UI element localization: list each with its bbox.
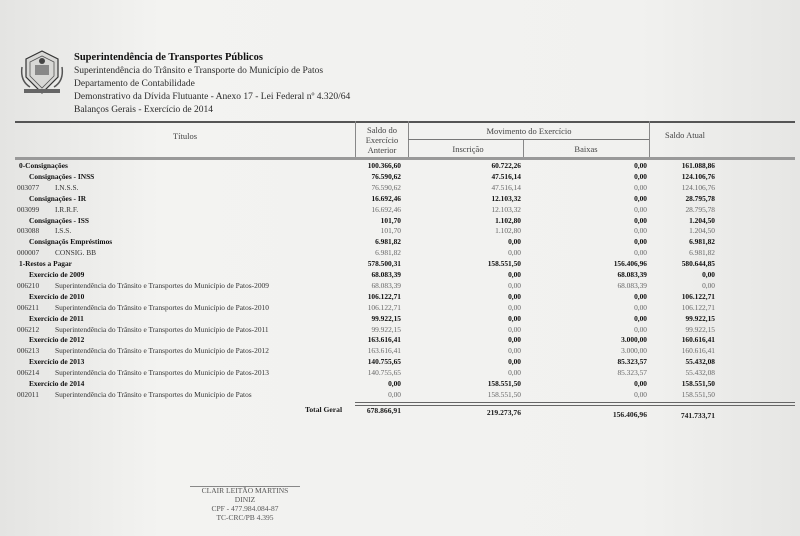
row-saldo-atual: 0,00 (702, 280, 715, 290)
row-title: Consignações - INSS (29, 171, 95, 181)
total-label: Total Geral (305, 405, 343, 414)
row-saldo-atual: 106.122,71 (681, 302, 715, 312)
col-saldo-atual: Saldo Atual (665, 130, 705, 140)
row-saldo-anterior: 6.981,82 (375, 248, 401, 258)
header-bottom-rule (15, 157, 795, 160)
org-title: Superintendência de Transportes Públicos (74, 52, 263, 63)
row-inscricao: 0,00 (508, 313, 521, 323)
row-inscricao: 0,00 (508, 368, 521, 378)
row-baixas: 0,00 (634, 204, 647, 214)
row-inscricao: 60.722,26 (491, 161, 521, 170)
row-inscricao: 47.516,14 (491, 171, 521, 181)
row-code: 006211 (17, 302, 39, 312)
row-baixas: 3.000,00 (621, 335, 647, 345)
row-title: I.S.S. (55, 226, 72, 236)
row-saldo-atual: 55.432,08 (685, 357, 715, 367)
row-inscricao: 0,00 (508, 357, 521, 367)
row-title: Exercício de 2013 (29, 357, 85, 367)
row-code: 003088 (17, 226, 40, 236)
row-inscricao: 12.103,32 (491, 204, 521, 214)
col-saldo-anterior: Saldo do Exercício Anterior (365, 125, 399, 155)
row-title: Superintendência do Trânsito e Transportes do Município de Patos-2012 (55, 346, 269, 356)
row-saldo-atual: 6.981,82 (689, 248, 715, 258)
row-saldo-atual: 28.795,78 (685, 193, 715, 203)
signer-crc: TC-CRC/PB 4.395 (216, 513, 274, 522)
row-saldo-atual: 1.204,50 (689, 215, 715, 225)
row-saldo-atual: 160.616,41 (681, 346, 715, 356)
row-saldo-anterior: 140.755,65 (367, 357, 401, 367)
row-baixas: 0,00 (634, 302, 647, 312)
col-baixas: Baixas (574, 144, 598, 154)
row-baixas: 0,00 (634, 313, 647, 323)
row-inscricao: 0,00 (508, 324, 521, 334)
table-top-rule (15, 121, 795, 123)
row-title: Superintendência do Trânsito e Transportes do Município de Patos-2011 (55, 324, 269, 334)
row-baixas: 0,00 (634, 248, 647, 258)
row-saldo-atual: 99.922,15 (685, 313, 715, 323)
col-titulos: Títulos (172, 131, 198, 141)
row-inscricao: 0,00 (508, 270, 521, 279)
row-title: 0-Consignações (19, 161, 68, 170)
row-saldo-anterior: 163.616,41 (367, 346, 401, 356)
row-saldo-atual: 1.204,50 (689, 226, 715, 236)
row-saldo-atual: 99.922,15 (685, 324, 715, 334)
movement-rule (408, 139, 649, 140)
row-inscricao: 0,00 (508, 237, 521, 247)
row-baixas: 0,00 (634, 171, 647, 181)
total-anterior: 678.866,91 (366, 406, 401, 415)
row-baixas: 0,00 (634, 379, 647, 388)
row-title: Superintendência do Trânsito e Transportes do Município de Patos-2013 (55, 368, 269, 378)
row-saldo-atual: 55.432,08 (685, 368, 715, 378)
row-saldo-atual: 106.122,71 (681, 291, 715, 301)
row-saldo-anterior: 68.083,39 (371, 270, 401, 279)
row-title: Exercício de 2014 (29, 379, 85, 388)
row-baixas: 0,00 (634, 193, 647, 203)
row-saldo-atual: 158.551,50 (681, 389, 715, 399)
row-baixas: 0,00 (634, 215, 647, 225)
row-saldo-anterior: 100.366,60 (367, 161, 401, 170)
row-baixas: 0,00 (634, 291, 647, 301)
row-saldo-anterior: 99.922,15 (371, 324, 401, 334)
row-saldo-anterior: 68.083,39 (371, 280, 401, 290)
debt-table (15, 121, 795, 420)
row-title: Exercício de 2009 (29, 270, 85, 279)
signer-cpf: CPF - 477.984.084-87 (211, 504, 279, 513)
row-baixas: 0,00 (634, 161, 647, 170)
row-title: 1-Restos a Pagar (19, 259, 72, 269)
row-title: Consignações - IR (29, 193, 87, 203)
row-inscricao: 0,00 (508, 248, 521, 258)
col-divider (649, 121, 650, 157)
signer-name: CLAIR LEITÃO MARTINS (201, 486, 289, 495)
row-saldo-atual: 124.106,76 (681, 182, 715, 192)
row-saldo-anterior: 0,00 (388, 379, 401, 388)
row-baixas: 0,00 (634, 182, 647, 192)
total-atual: 741.733,71 (680, 411, 715, 420)
row-inscricao: 12.103,32 (491, 193, 521, 203)
row-saldo-atual: 124.106,76 (681, 171, 715, 181)
row-baixas: 3.000,00 (621, 346, 647, 356)
row-inscricao: 158.551,50 (487, 259, 521, 269)
header-line-1: Superintendência do Trânsito e Transporte do Município de Patos (74, 66, 324, 76)
row-saldo-anterior: 140.755,65 (367, 368, 401, 378)
row-code: 002011 (17, 389, 39, 399)
row-saldo-atual: 6.981,82 (689, 237, 715, 247)
row-baixas: 68.083,39 (617, 270, 647, 279)
row-baixas: 68.083,39 (617, 280, 647, 290)
row-saldo-atual: 28.795,78 (685, 204, 715, 214)
row-saldo-anterior: 0,00 (388, 389, 401, 399)
row-baixas: 0,00 (634, 226, 647, 236)
total-baixas: 156.406,96 (612, 410, 647, 419)
row-title: Exercício de 2012 (29, 335, 85, 345)
row-baixas: 85.323,57 (617, 368, 647, 378)
row-inscricao: 47.516,14 (491, 182, 521, 192)
row-saldo-anterior: 101,70 (380, 226, 401, 236)
row-inscricao: 0,00 (508, 335, 521, 345)
row-title: I.N.S.S. (55, 182, 79, 192)
row-saldo-anterior: 101,70 (380, 215, 401, 225)
col-movimento: Movimento do Exercício (486, 126, 572, 136)
row-title: I.R.R.F. (55, 204, 79, 214)
row-saldo-atual: 160.616,41 (681, 335, 715, 345)
total-rule (355, 402, 795, 403)
row-saldo-anterior: 16.692,46 (371, 193, 401, 203)
row-code: 003099 (17, 204, 40, 214)
row-saldo-anterior: 106.122,71 (367, 302, 401, 312)
header-line-2: Departamento de Contabilidade (74, 79, 195, 89)
row-baixas: 0,00 (634, 324, 647, 334)
row-saldo-anterior: 6.981,82 (375, 237, 401, 247)
total-inscricao: 219.273,76 (486, 408, 521, 417)
row-code: 006213 (17, 346, 40, 356)
row-title: Exercício de 2011 (29, 313, 84, 323)
signer-name-2: DINIZ (234, 495, 256, 504)
row-baixas: 0,00 (634, 237, 647, 247)
row-saldo-anterior: 578.500,31 (367, 259, 401, 269)
row-saldo-atual: 161.088,86 (681, 161, 715, 170)
coat-of-arms-logo (20, 47, 64, 95)
header-line-3: Demonstrativo da Dívida Flutuante - Anexo 17 - Lei Federal nº 4.320/64 (74, 92, 351, 102)
row-saldo-atual: 158.551,50 (681, 379, 715, 388)
row-baixas: 0,00 (634, 389, 647, 399)
row-saldo-anterior: 76.590,62 (371, 171, 401, 181)
row-saldo-anterior: 163.616,41 (367, 335, 401, 345)
row-code: 000007 (17, 248, 40, 258)
row-inscricao: 1.102,80 (495, 226, 521, 236)
col-divider (355, 121, 356, 157)
row-saldo-anterior: 16.692,46 (371, 204, 401, 214)
row-inscricao: 0,00 (508, 280, 521, 290)
row-title: Consignações - ISS (29, 215, 89, 225)
row-title: CONSIG. BB (55, 248, 97, 258)
header-line-4: Balanços Gerais - Exercício de 2014 (74, 105, 214, 115)
total-rule-double (355, 405, 795, 406)
row-saldo-anterior: 76.590,62 (371, 182, 401, 192)
row-code: 003077 (17, 182, 40, 192)
row-title: Consignaçõs Empréstimos (29, 237, 113, 247)
row-inscricao: 0,00 (508, 291, 521, 301)
row-saldo-atual: 580.644,85 (681, 259, 715, 269)
row-baixas: 85.323,57 (617, 357, 647, 367)
row-saldo-anterior: 99.922,15 (371, 313, 401, 323)
row-code: 006210 (17, 280, 40, 290)
row-saldo-anterior: 106.122,71 (367, 291, 401, 301)
row-title: Exercício de 2010 (29, 291, 85, 301)
row-code: 006214 (17, 368, 40, 378)
row-inscricao: 0,00 (508, 302, 521, 312)
row-saldo-atual: 0,00 (702, 270, 715, 279)
row-title: Superintendência do Trânsito e Transportes do Município de Patos-2009 (55, 280, 269, 290)
row-inscricao: 0,00 (508, 346, 521, 356)
row-baixas: 156.406,96 (613, 259, 647, 269)
col-divider (523, 139, 524, 157)
row-inscricao: 158.551,50 (487, 389, 521, 399)
col-inscricao: Inscrição (452, 144, 484, 154)
row-code: 006212 (17, 324, 40, 334)
signature-block (190, 486, 300, 522)
row-inscricao: 1.102,80 (495, 215, 521, 225)
row-title: Superintendência do Trânsito e Transportes do Município de Patos-2010 (55, 302, 269, 312)
row-inscricao: 158.551,50 (487, 379, 521, 388)
row-title: Superintendência do Trânsito e Transportes do Município de Patos (55, 389, 252, 399)
